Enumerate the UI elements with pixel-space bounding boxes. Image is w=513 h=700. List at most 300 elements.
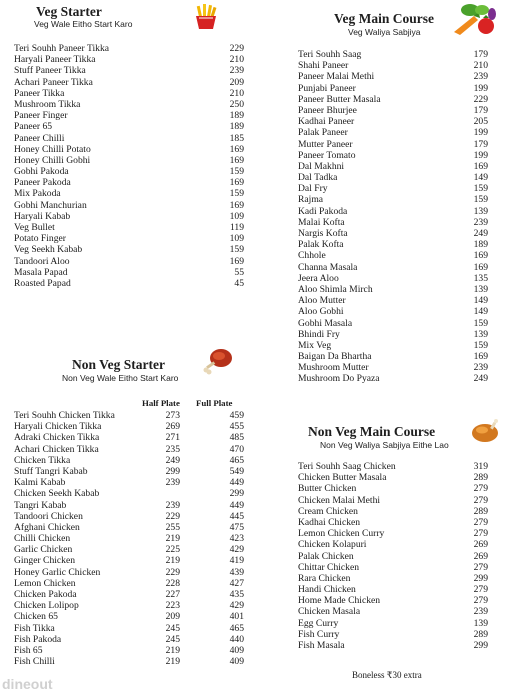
item-name: Achari Paneer Tikka	[14, 76, 93, 88]
menu-item	[14, 256, 244, 267]
item-name: Home Made Chicken	[298, 595, 381, 607]
item-half-price: 255	[165, 521, 180, 533]
menu-item	[14, 222, 244, 233]
item-name: Stuff Paneer Tikka	[14, 65, 86, 77]
item-name: Veg Seekh Kabab	[14, 244, 83, 256]
non-veg-starter-list	[14, 410, 244, 667]
item-half-price: 227	[165, 589, 180, 600]
item-price: 289	[473, 505, 488, 517]
item-price: 210	[229, 54, 244, 66]
menu-item	[298, 183, 488, 194]
veg-main-list	[298, 49, 488, 385]
item-name: Kalmi Kabab	[14, 477, 66, 489]
menu-item	[14, 267, 244, 278]
menu-item	[298, 206, 488, 217]
menu-item	[298, 105, 488, 116]
menu-item	[298, 239, 488, 250]
item-name: Cream Chicken	[298, 505, 358, 517]
item-name: Nargis Kofta	[298, 228, 348, 239]
item-half-price: 239	[165, 477, 180, 489]
menu-item	[14, 634, 244, 645]
item-name: Punjabi Paneer	[298, 82, 356, 94]
item-price: 159	[473, 339, 488, 351]
item-half-price: 269	[165, 421, 180, 433]
item-price: 149	[473, 295, 488, 307]
item-half-price: 235	[165, 443, 180, 455]
menu-item	[298, 640, 488, 651]
non-veg-starter-subtitle: Non Veg Wale Eitho Start Karo	[62, 373, 179, 383]
item-name: Tandoori Aloo	[14, 255, 70, 267]
item-price: 199	[473, 127, 488, 139]
item-price: 279	[473, 516, 488, 528]
item-name: Lemon Chicken Curry	[298, 528, 385, 540]
item-name: Achari Chicken Tikka	[14, 443, 99, 455]
item-name: Veg Bullet	[14, 222, 55, 233]
item-name: Chicken Malai Methi	[298, 494, 381, 506]
menu-item	[14, 645, 244, 656]
item-name: Fish 65	[14, 644, 43, 656]
vegetables-icon	[452, 2, 498, 38]
menu-item	[298, 83, 488, 94]
menu-item	[14, 477, 244, 488]
menu-item	[298, 461, 488, 472]
menu-item	[14, 211, 244, 222]
item-price: 250	[229, 98, 244, 110]
item-price: 279	[473, 584, 488, 596]
item-name: Fish Tikka	[14, 622, 55, 634]
item-price: 139	[473, 617, 488, 629]
menu-item	[14, 500, 244, 511]
item-name: Chicken Butter Masala	[298, 472, 387, 484]
menu-item	[298, 284, 488, 295]
menu-item	[14, 589, 244, 600]
item-name: Haryali Paneer Tikka	[14, 54, 96, 66]
non-veg-main-subtitle: Non Veg Waliya Sabjiya Eithe Lao	[320, 440, 449, 450]
item-name: Kadi Pakoda	[298, 205, 348, 217]
item-full-price: 549	[229, 465, 244, 477]
item-price: 139	[473, 328, 488, 340]
item-half-price: 219	[165, 533, 180, 545]
menu-item	[298, 318, 488, 329]
menu-item	[14, 54, 244, 65]
item-name: Dal Tadka	[298, 172, 338, 184]
item-name: Garlic Chicken	[14, 544, 73, 556]
menu-item	[298, 127, 488, 138]
item-name: Honey Garlic Chicken	[14, 566, 101, 578]
menu-item	[298, 161, 488, 172]
item-name: Chittar Chicken	[298, 561, 360, 573]
item-half-price: 219	[165, 555, 180, 567]
item-name: Mutter Paneer	[298, 138, 353, 150]
item-half-price: 209	[165, 611, 180, 623]
watermark-logo: dineout	[2, 676, 53, 692]
item-full-price: 419	[229, 555, 244, 567]
menu-item	[14, 466, 244, 477]
item-half-price: 229	[165, 566, 180, 578]
item-price: 299	[473, 572, 488, 584]
menu-item	[14, 155, 244, 166]
item-price: 169	[473, 351, 488, 363]
menu-item	[298, 295, 488, 306]
veg-starter-list	[14, 43, 244, 289]
item-price: 179	[473, 49, 488, 60]
item-name: Gobhi Masala	[298, 317, 353, 329]
item-name: Mix Veg	[298, 339, 332, 351]
item-name: Masala Papad	[14, 266, 68, 278]
item-name: Aloo Shimla Mirch	[298, 283, 373, 295]
menu-item	[14, 43, 244, 54]
item-half-price: 239	[165, 499, 180, 511]
item-price: 269	[473, 539, 488, 551]
item-name: Mushroom Tikka	[14, 98, 81, 110]
item-price: 249	[473, 228, 488, 239]
item-half-price: 229	[165, 510, 180, 522]
menu-item	[14, 578, 244, 589]
menu-item	[298, 539, 488, 550]
veg-main-subtitle: Veg Waliya Sabjiya	[348, 27, 421, 37]
item-full-price: 409	[229, 656, 244, 668]
item-price: 279	[473, 528, 488, 540]
veg-main-title: Veg Main Course	[334, 11, 434, 26]
item-name: Baigan Da Bhartha	[298, 351, 372, 363]
menu-item	[298, 483, 488, 494]
item-name: Haryali Kabab	[14, 210, 71, 222]
item-name: Mushroom Mutter	[298, 362, 369, 374]
item-price: 159	[229, 244, 244, 256]
item-name: Teri Souhh Saag	[298, 49, 362, 60]
menu-item	[298, 116, 488, 127]
menu-item	[298, 71, 488, 82]
item-price: 279	[473, 595, 488, 607]
item-price: 159	[229, 188, 244, 200]
item-name: Chicken Masala	[298, 606, 361, 618]
menu-item	[14, 233, 244, 244]
item-full-price: 435	[229, 589, 244, 600]
menu-item	[14, 188, 244, 199]
item-price: 269	[473, 550, 488, 562]
item-name: Roasted Papad	[14, 277, 71, 289]
menu-item	[14, 444, 244, 455]
item-name: Paneer Bhurjee	[298, 104, 357, 116]
menu-item	[14, 177, 244, 188]
item-half-price: 219	[165, 644, 180, 656]
half-plate-header: Half Plate	[142, 398, 180, 408]
menu-item	[14, 544, 244, 555]
non-veg-main-title: Non Veg Main Course	[308, 424, 436, 439]
item-full-price: 440	[229, 633, 244, 645]
item-full-price: 427	[229, 577, 244, 589]
menu-item	[298, 250, 488, 261]
item-name: Paneer Malai Methi	[298, 71, 375, 83]
non-veg-starter-title: Non Veg Starter	[72, 357, 165, 372]
menu-item	[298, 373, 488, 384]
menu-item	[14, 88, 244, 99]
item-price: 149	[473, 306, 488, 318]
menu-item	[298, 172, 488, 183]
menu-item	[298, 340, 488, 351]
item-name: Chicken Pakoda	[14, 589, 77, 600]
item-price: 189	[229, 110, 244, 122]
roast-chicken-icon	[470, 418, 500, 444]
item-price: 209	[229, 76, 244, 88]
item-name: Stuff Tangri Kabab	[14, 465, 88, 477]
item-name: Lemon Chicken	[14, 577, 76, 589]
veg-starter-subtitle: Veg Wale Eitho Start Karo	[34, 19, 133, 29]
menu-item	[14, 533, 244, 544]
item-price: 139	[473, 205, 488, 217]
menu-item	[14, 121, 244, 132]
item-price: 169	[473, 250, 488, 262]
item-name: Jeera Aloo	[298, 272, 339, 284]
item-price: 179	[473, 138, 488, 150]
item-price: 239	[473, 606, 488, 618]
item-name: Dal Makhni	[298, 160, 345, 172]
item-name: Egg Curry	[298, 617, 339, 629]
menu-item	[14, 200, 244, 211]
item-price: 249	[473, 373, 488, 385]
item-price: 229	[473, 93, 488, 105]
item-name: Palak Paneer	[298, 127, 348, 139]
item-price: 239	[229, 65, 244, 77]
item-name: Mix Pakoda	[14, 188, 61, 200]
item-price: 239	[473, 71, 488, 83]
item-half-price: 219	[165, 656, 180, 668]
item-price: 199	[473, 149, 488, 161]
item-full-price: 429	[229, 544, 244, 556]
non-veg-main-list	[298, 461, 488, 651]
item-price: 169	[229, 255, 244, 267]
item-name: Kadhai Chicken	[298, 516, 361, 528]
menu-item	[298, 595, 488, 606]
menu-item	[298, 573, 488, 584]
item-price: 289	[473, 472, 488, 484]
item-price: 229	[229, 43, 244, 54]
menu-item	[298, 618, 488, 629]
menu-item	[14, 623, 244, 634]
item-name: Fish Curry	[298, 628, 340, 640]
item-price: 299	[473, 640, 488, 651]
menu-item	[14, 488, 244, 499]
item-name: Chicken Seekh Kabab	[14, 488, 100, 500]
menu-item	[298, 60, 488, 71]
item-price: 119	[229, 222, 244, 233]
item-name: Handi Chicken	[298, 584, 356, 596]
item-price: 139	[473, 283, 488, 295]
item-half-price: 223	[165, 600, 180, 612]
item-price: 169	[229, 177, 244, 189]
menu-item	[14, 99, 244, 110]
menu-item	[14, 144, 244, 155]
menu-item	[298, 49, 488, 60]
item-full-price: 455	[229, 421, 244, 433]
boneless-footnote: Boneless ₹30 extra	[352, 670, 422, 680]
item-name: Teri Souhh Saag Chicken	[298, 461, 396, 472]
item-full-price: 429	[229, 600, 244, 612]
item-price: 189	[229, 121, 244, 133]
menu-item	[14, 77, 244, 88]
item-price: 210	[229, 87, 244, 99]
french-fries-icon	[192, 4, 220, 30]
menu-item	[298, 351, 488, 362]
item-name: Fish Masala	[298, 640, 345, 651]
item-name: Potato Finger	[14, 233, 66, 245]
item-name: Fish Chilli	[14, 656, 55, 668]
item-name: Ginger Chicken	[14, 555, 76, 567]
item-price: 239	[473, 362, 488, 374]
menu-item	[14, 567, 244, 578]
item-price: 205	[473, 116, 488, 128]
item-price: 159	[473, 317, 488, 329]
menu-item	[298, 306, 488, 317]
item-price: 179	[473, 104, 488, 116]
menu-item	[14, 65, 244, 76]
menu-item	[298, 362, 488, 373]
item-price: 149	[473, 172, 488, 184]
menu-item	[298, 194, 488, 205]
menu-item	[14, 455, 244, 466]
item-price: 239	[473, 216, 488, 228]
item-half-price: 299	[165, 465, 180, 477]
item-price: 210	[473, 60, 488, 72]
item-price: 169	[229, 154, 244, 166]
item-price: 159	[229, 166, 244, 178]
item-full-price: 485	[229, 432, 244, 444]
item-name: Paneer Finger	[14, 110, 68, 122]
menu-item	[14, 410, 244, 421]
item-price: 279	[473, 494, 488, 506]
item-name: Paneer Tikka	[14, 87, 65, 99]
item-name: Afghani Chicken	[14, 521, 80, 533]
item-name: Paneer Tomato	[298, 149, 356, 161]
item-price: 169	[473, 160, 488, 172]
menu-item	[14, 244, 244, 255]
item-name: Chicken Lolipop	[14, 600, 79, 612]
menu-item	[298, 495, 488, 506]
menu-item	[298, 228, 488, 239]
item-half-price: 245	[165, 633, 180, 645]
item-name: Channa Masala	[298, 261, 358, 273]
item-name: Paneer Pakoda	[14, 177, 71, 189]
item-full-price: 423	[229, 533, 244, 545]
menu-item	[298, 94, 488, 105]
item-name: Fish Pakoda	[14, 633, 62, 645]
menu-item	[298, 584, 488, 595]
menu-item	[298, 506, 488, 517]
menu-item	[298, 528, 488, 539]
item-name: Teri Souhh Chicken Tikka	[14, 410, 115, 421]
item-price: 279	[473, 483, 488, 495]
item-price: 199	[473, 82, 488, 94]
item-full-price: 299	[229, 488, 244, 500]
menu-item	[14, 133, 244, 144]
item-price: 109	[229, 210, 244, 222]
item-price: 169	[473, 261, 488, 273]
item-name: Paneer Butter Masala	[298, 93, 381, 105]
menu-item	[298, 517, 488, 528]
menu-item	[14, 166, 244, 177]
item-name: Kadhai Paneer	[298, 116, 355, 128]
item-name: Honey Chilli Gobhi	[14, 154, 91, 166]
menu-item	[298, 150, 488, 161]
item-price: 109	[229, 233, 244, 245]
item-name: Aloo Mutter	[298, 295, 346, 307]
item-half-price: 225	[165, 544, 180, 556]
item-half-price: 273	[165, 410, 180, 421]
item-name: Mushroom Do Pyaza	[298, 373, 380, 385]
item-price: 169	[229, 143, 244, 155]
item-name: Palak Chicken	[298, 550, 354, 562]
menu-item	[14, 522, 244, 533]
item-name: Bhindi Fry	[298, 328, 340, 340]
item-name: Palak Kofta	[298, 239, 344, 251]
item-name: Rara Chicken	[298, 572, 351, 584]
item-price: 45	[234, 277, 244, 289]
menu-item	[14, 421, 244, 432]
item-name: Dal Fry	[298, 183, 328, 195]
menu-item	[298, 562, 488, 573]
item-name: Chicken 65	[14, 611, 58, 623]
item-half-price: 245	[165, 622, 180, 634]
item-price: 135	[473, 272, 488, 284]
item-name: Shahi Paneer	[298, 60, 349, 72]
item-full-price: 465	[229, 454, 244, 466]
item-price: 159	[473, 183, 488, 195]
item-price: 279	[473, 561, 488, 573]
item-full-price: 449	[229, 477, 244, 489]
item-name: Teri Souhh Paneer Tikka	[14, 43, 109, 54]
menu-item	[298, 139, 488, 150]
item-full-price: 475	[229, 521, 244, 533]
item-name: Malai Kofta	[298, 216, 345, 228]
item-name: Paneer Chilli	[14, 132, 65, 144]
menu-item	[298, 472, 488, 483]
menu-item	[14, 656, 244, 667]
veg-starter-title: Veg Starter	[36, 4, 102, 19]
item-name: Chhole	[298, 250, 326, 262]
item-full-price: 409	[229, 644, 244, 656]
item-full-price: 470	[229, 443, 244, 455]
item-name: Adraki Chicken Tikka	[14, 432, 100, 444]
menu-item	[14, 511, 244, 522]
menu-item	[298, 629, 488, 640]
menu-item	[14, 110, 244, 121]
item-name: Haryali Chicken Tikka	[14, 421, 102, 433]
menu-item	[14, 611, 244, 622]
item-price: 189	[473, 239, 488, 251]
item-full-price: 459	[229, 410, 244, 421]
item-name: Aloo Gobhi	[298, 306, 344, 318]
item-name: Chicken Kolapuri	[298, 539, 367, 551]
menu-item	[298, 329, 488, 340]
item-price: 55	[234, 266, 244, 278]
item-price: 319	[473, 461, 488, 472]
item-price: 289	[473, 628, 488, 640]
item-name: Gobhi Pakoda	[14, 166, 69, 178]
menu-item	[298, 551, 488, 562]
item-name: Rajma	[298, 194, 324, 206]
menu-item	[14, 432, 244, 443]
item-full-price: 401	[229, 611, 244, 623]
menu-item	[14, 555, 244, 566]
item-half-price: 249	[165, 454, 180, 466]
item-name: Chicken Tikka	[14, 454, 71, 466]
item-price: 185	[229, 132, 244, 144]
item-full-price: 465	[229, 622, 244, 634]
menu-item	[14, 600, 244, 611]
item-name: Butter Chicken	[298, 483, 357, 495]
full-plate-header: Full Plate	[196, 398, 233, 408]
chicken-leg-icon	[202, 346, 234, 376]
